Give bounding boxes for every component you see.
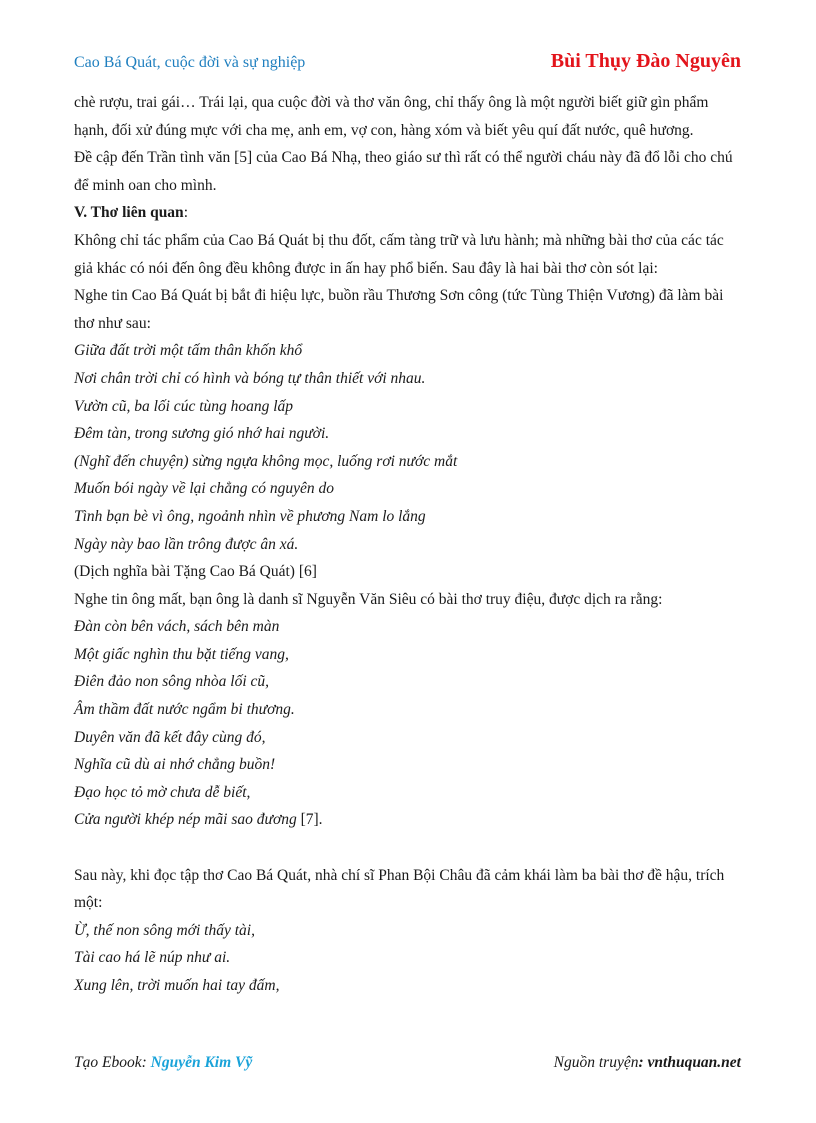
poem-line: Ngày này bao lần trông được ân xá.	[74, 535, 299, 553]
poem-line: Tài cao há lẽ núp như ai.	[74, 949, 231, 967]
page-header	[74, 50, 741, 76]
poem-line: Tình bạn bè vì ông, ngoảnh nhìn về phương Nam lo lắng	[74, 507, 426, 525]
page-content	[74, 89, 746, 1000]
paragraph: chè rượu, trai gái… Trái lại, qua cuộc đời và thơ văn ông, chỉ thấy ông là một người biết giữ gìn phẩm hạnh, đối xử đúng mực với cha mẹ, anh em, vợ con, hàng xóm và biết yêu quí đất nước, quê hương.	[74, 94, 709, 139]
paragraph: Không chỉ tác phẩm của Cao Bá Quát bị thu đốt, cấm tàng trữ và lưu hành; mà những bài thơ của các tác giả khác có nói đến ông đều không được in ấn hay phổ biến. Sau đây là hai bài thơ còn sót lại:	[74, 231, 724, 277]
poem-line: Muốn bói ngày về lại chẳng có nguyên do	[74, 480, 334, 498]
ebook-creator-name: Nguyễn Kim Vỹ	[150, 1054, 253, 1071]
author-name: Bùi Thụy Đào Nguyên	[550, 50, 741, 72]
citation-ref: [7].	[296, 811, 323, 829]
source-site: vnthuquan.net	[647, 1054, 741, 1071]
source-label: Nguồn truyện	[553, 1054, 639, 1071]
paragraph: Đề cập đến Trần tình văn [5] của Cao Bá Nhạ, theo giáo sư thì rất có thể người cháu này đã đổ lỗi cho chú để minh oan cho mình.	[74, 149, 733, 194]
poem-line: Ừ, thế non sông mới thấy tài,	[74, 921, 255, 939]
poem-line: Đêm tàn, trong sương gió nhớ hai người.	[74, 425, 330, 443]
poem-line: Giữa đất trời một tấm thân khốn khổ	[74, 342, 303, 360]
poem-line: Đàn còn bên vách, sách bên màn	[74, 618, 280, 636]
section-heading-text: V. Thơ liên quan	[74, 204, 184, 222]
poem-line: Xung lên, trời muốn hai tay đấm,	[74, 977, 280, 994]
poem-line: Duyên văn đã kết đây cùng đó,	[74, 728, 266, 746]
poem-line: Đạo học tỏ mờ chưa dễ biết,	[74, 783, 251, 801]
section-heading-colon: :	[183, 204, 188, 222]
paragraph: Nghe tin ông mất, bạn ông là danh sĩ Nguyễn Văn Siêu có bài thơ truy điệu, được dịch ra rằng:	[74, 590, 663, 608]
poem-line-text: Cửa người khép nép mãi sao đương	[74, 811, 297, 829]
poem-source: (Dịch nghĩa bài Tặng Cao Bá Quát) [6]	[74, 563, 317, 581]
ebook-label: Tạo Ebook	[74, 1054, 142, 1071]
poem-line: Vườn cũ, ba lối cúc tùng hoang lấp	[74, 397, 294, 415]
paragraph: Sau này, khi đọc tập thơ Cao Bá Quát, nhà chí sĩ Phan Bội Châu đã cảm khái làm ba bài thơ đề hậu, trích một:	[74, 866, 725, 912]
poem-line: Nghĩa cũ dù ai nhớ chẳng buồn!	[74, 756, 276, 774]
paragraph: Nghe tin Cao Bá Quát bị bắt đi hiệu lực, buồn rầu Thương Sơn công (tức Tùng Thiện Vương) đã làm bài thơ như sau:	[74, 287, 724, 332]
poem-line: Âm thầm đất nước ngẩm bi thương.	[74, 701, 295, 719]
ebook-credit	[74, 1054, 252, 1072]
poem-line: Điên đảo non sông nhòa lối cũ,	[74, 673, 270, 691]
source-credit	[554, 1054, 741, 1072]
ebook-colon: :	[141, 1054, 151, 1071]
blank-line	[74, 834, 746, 862]
section-heading	[74, 199, 746, 227]
poem-line: (Nghĩ đến chuyện) sừng ngựa không mọc, luống rơi nước mắt	[74, 452, 458, 470]
poem-line: Nơi chân trời chỉ có hình và bóng tự thân thiết với nhau.	[74, 369, 426, 387]
page-footer	[74, 1054, 741, 1076]
source-colon: :	[638, 1054, 648, 1071]
book-title: Cao Bá Quát, cuộc đời và sự nghiệp	[74, 54, 306, 71]
poem-line-last	[74, 806, 746, 834]
poem-line: Một giấc nghìn thu bặt tiếng vang,	[74, 645, 289, 663]
